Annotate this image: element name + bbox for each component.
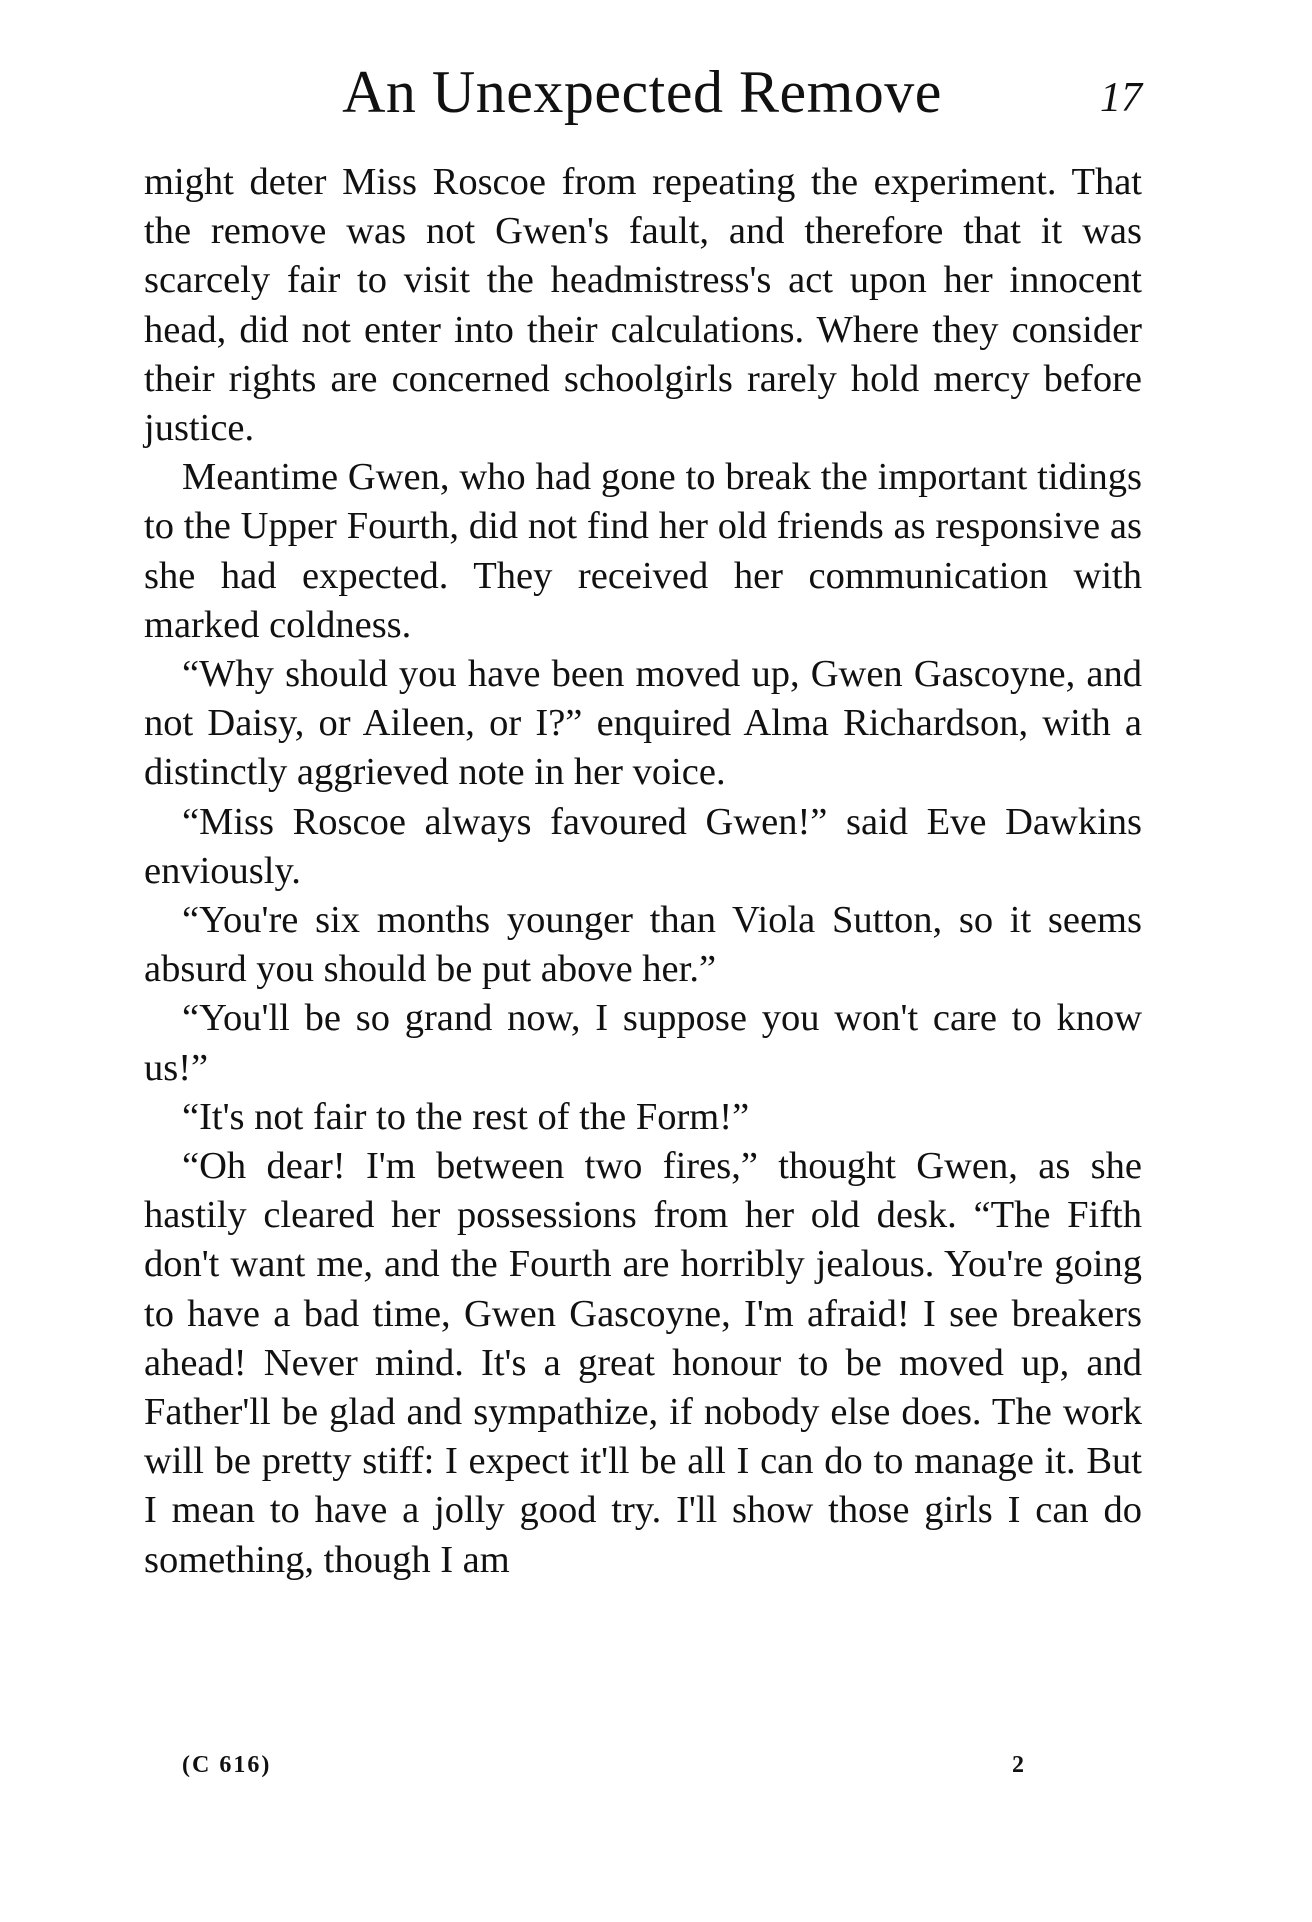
page-number: 17 bbox=[1100, 75, 1142, 121]
paragraph: “You're six months younger than Viola Sutton, so it seems absurd you should be put above her.” bbox=[144, 899, 1142, 991]
paragraph: Meantime Gwen, who had gone to break the important tidings to the Upper Fourth, did not find her old friends as responsive as she had expected. They received her communication with marked coldness. bbox=[144, 456, 1142, 646]
paragraph: “You'll be so grand now, I suppose you won't care to know us!” bbox=[144, 997, 1142, 1089]
paragraph: “It's not fair to the rest of the Form!” bbox=[182, 1095, 750, 1138]
gathering-number: 2 bbox=[1012, 1752, 1026, 1778]
signature-mark: (C 616) bbox=[182, 1752, 272, 1778]
paragraph: “Miss Roscoe always favoured Gwen!” said Eve Dawkins enviously. bbox=[144, 800, 1142, 892]
running-title: An Unexpected Remove bbox=[342, 59, 942, 125]
printer-signature-line bbox=[144, 1752, 1142, 1792]
paragraph: “Oh dear! I'm between two fires,” thought Gwen, as she hastily cleared her possessions from her old desk. “The Fifth don't want me, and the Fourth are horribly jealous. You're going to have a bad time, Gwen Gascoyne, I'm afraid! I see breakers ahead! Never mind. It's a great honour to be moved up, and Father'll be glad and sympathize, if nobody else does. The work will be pretty stiff: I expect it'll be all I can do to manage it. But I mean to have a jolly good try. I'll show those girls I can do something, though I am bbox=[144, 1145, 1142, 1581]
paragraph: “Why should you have been moved up, Gwen Gascoyne, and not Daisy, or Aileen, or I?” enquired Alma Richardson, with a distinctly aggrieved note in her voice. bbox=[144, 653, 1142, 794]
running-head bbox=[142, 52, 1142, 132]
paragraph: might deter Miss Roscoe from repeating the experiment. That the remove was not Gwen's fault, and therefore that it was scarcely fair to visit the headmistress's act upon her innocent head, did not enter into their calculations. Where they consider their rights are concerned schoolgirls rarely hold mercy before justice. bbox=[144, 161, 1142, 450]
body-text bbox=[144, 158, 1142, 1585]
